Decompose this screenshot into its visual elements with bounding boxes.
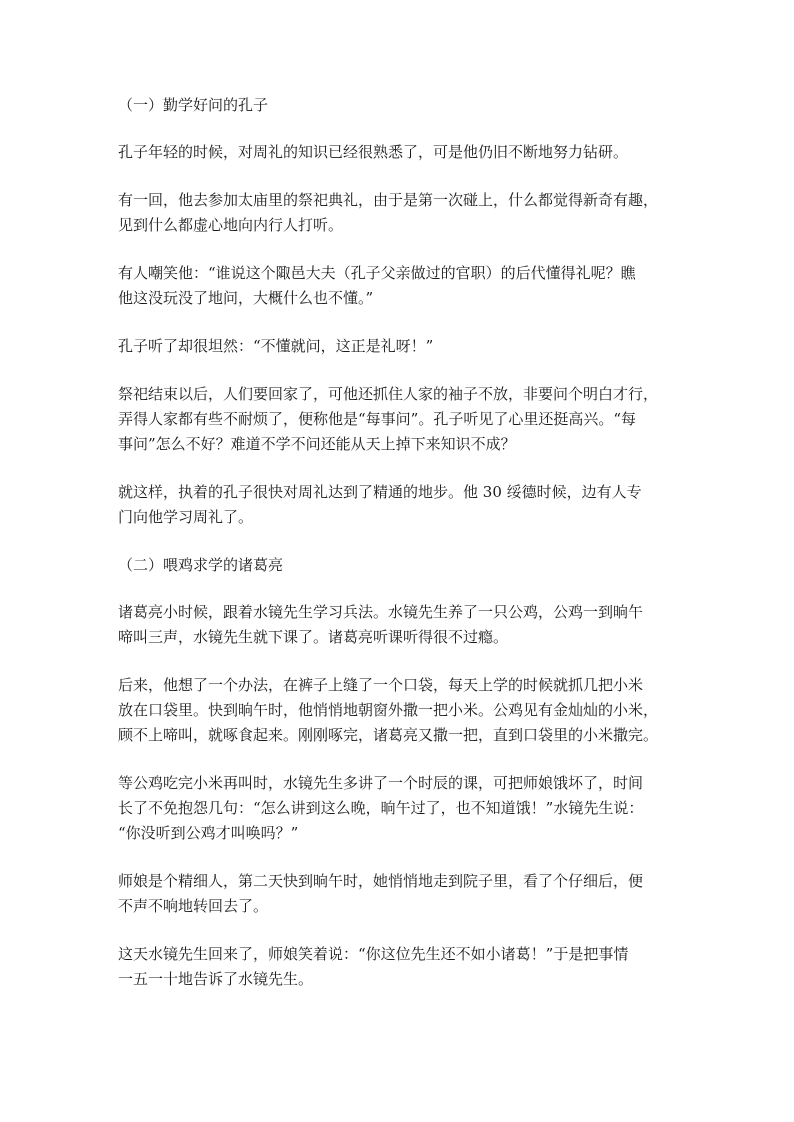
section-2-heading: （二）喂鸡求学的诸葛亮 xyxy=(118,556,284,574)
text-line: 顾不上啼叫，就啄食起来。刚刚啄完，诸葛亮又撒一把，直到口袋里的小米撒完。 xyxy=(118,726,659,744)
text-line: 门向他学习周礼了。 xyxy=(118,508,254,526)
text-line: 诸葛亮小时候，跟着水镜先生学习兵法。水镜先生养了一只公鸡，公鸡一到晌午 xyxy=(118,603,644,621)
paragraph xyxy=(118,261,684,311)
text-line: 后来，他想了一个办法，在裤子上缝了一个口袋，每天上学的时候就抓几把小米 xyxy=(118,676,644,694)
text-line: 有人嘲笑他：“谁说这个陬邑大夫（孔子父亲做过的官职）的后代懂得礼呢？瞧 xyxy=(118,264,636,282)
text-line: 这天水镜先生回来了，师娘笑着说：“你这位先生还不如小诸葛！”于是把事情 xyxy=(118,945,629,963)
paragraph xyxy=(118,382,684,457)
paragraph xyxy=(118,140,684,165)
text-line: 一五一十地告诉了水镜先生。 xyxy=(118,970,314,988)
paragraph xyxy=(118,188,684,238)
text-line: 弄得人家都有些不耐烦了，便称他是“每事问”。孔子听见了心里还挺高兴。“每 xyxy=(118,410,637,428)
document-page xyxy=(118,93,684,1015)
paragraph xyxy=(118,600,684,650)
paragraph xyxy=(118,480,684,530)
text-line: 事问”怎么不好？难道不学不问还能从天上掉下来知识不成？ xyxy=(118,435,516,453)
text-line: 见到什么都虚心地向内行人打听。 xyxy=(118,216,344,234)
paragraph xyxy=(118,869,684,919)
text-line: 孔子年轻的时候，对周礼的知识已经很熟悉了，可是他仍旧不断地努力钻研。 xyxy=(118,143,629,161)
text-line: 师娘是个精细人，第二天快到晌午时，她悄悄地走到院子里，看了个仔细后，便 xyxy=(118,872,644,890)
text-line: 放在口袋里。快到晌午时，他悄悄地朝窗外撒一把小米。公鸡见有金灿灿的小米， xyxy=(118,701,659,719)
paragraph xyxy=(118,673,684,748)
paragraph xyxy=(118,334,684,359)
text-line: 他这没玩没了地问，大概什么也不懂。” xyxy=(118,289,374,307)
text-line: “你没听到公鸡才叫唤吗？” xyxy=(118,824,299,842)
text-line: 长了不免抱怨几句：“怎么讲到这么晚，晌午过了，也不知道饿！”水镜先生说： xyxy=(118,799,644,817)
text-line: 有一回，他去参加太庙里的祭祀典礼，由于是第一次碰上，什么都觉得新奇有趣， xyxy=(118,191,659,209)
text-line: 等公鸡吃完小米再叫时，水镜先生多讲了一个时辰的课，可把师娘饿坏了，时间 xyxy=(118,774,644,792)
text-line: 就这样，执着的孔子很快对周礼达到了精通的地步。他 30 绥德时候，边有人专 xyxy=(118,483,642,501)
section-1-heading: （一）勤学好问的孔子 xyxy=(118,96,269,114)
text-line: 孔子听了却很坦然：“不懂就问，这正是礼呀！” xyxy=(118,337,434,355)
paragraph xyxy=(118,942,684,992)
text-line: 祭祀结束以后，人们要回家了，可他还抓住人家的袖子不放，非要问个明白才行， xyxy=(118,385,659,403)
text-line: 啼叫三声，水镜先生就下课了。诸葛亮听课听得很不过瘾。 xyxy=(118,628,509,646)
text-line: 不声不响地转回去了。 xyxy=(118,897,269,915)
paragraph xyxy=(118,771,684,846)
